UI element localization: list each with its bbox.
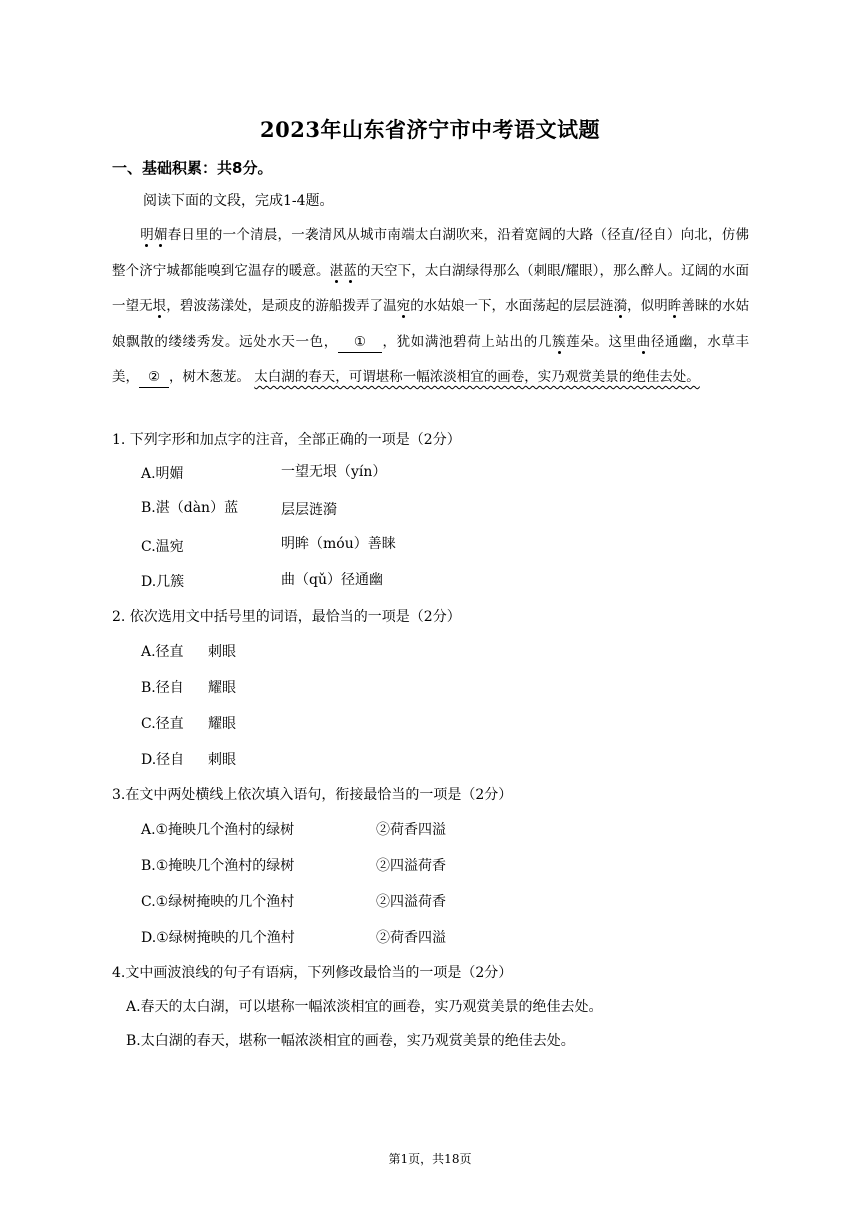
question-2-stem: 2. 依次选用文中括号里的词语，最恰当的一项是（2分） [112,609,461,625]
dotted-char: 明 [140,227,154,243]
q3-option-a: A.①掩映几个渔村的绿树 [141,822,295,838]
dotted-char: 湛 [329,262,344,279]
q3-option-b: B.①掩映几个渔村的绿树 [141,858,295,874]
dotted-char: 宛 [396,298,411,314]
blank-2: ② [139,367,169,388]
passage-text: ，似明 [627,298,668,314]
dotted-char: 垠 [152,298,167,314]
q1-option-c-detail: 明眸（móu）善睐 [281,536,396,552]
page-title: 2023年山东省济宁市中考语文试题 [260,117,600,142]
q1-option-c: C.温宛 [141,539,184,555]
section-heading: 一、基础积累：共8分。 [112,159,273,177]
instruction: 阅读下面的文段，完成1-4题。 [143,193,334,209]
q1-option-d: D.几簇 [141,574,185,590]
wavy-underlined-sentence: 太白湖的春天，可谓堪称一幅浓淡相宜的画卷，实乃观赏美景的绝佳去处。 [254,369,700,385]
blank-1: ① [338,332,382,353]
question-3-stem: 3.在文中两处横线上依次填入语句，衔接最恰当的一项是（2分） [112,787,513,803]
passage-text: 春日里的一个清晨，一袭清风从城市南端太白湖吹来，沿着宽阔的大路（径直/径自）向北，仿佛整个济宁城都能嗅到它温存的暖意。 [112,227,749,279]
passage-text: 的水姑娘一下，水面荡起的层层涟 [410,298,614,314]
q1-option-b: B.湛（dàn）蓝 [141,500,239,516]
q2-option-d-detail: 刺眼 [208,752,236,768]
q3-option-c: C.①绿树掩映的几个渔村 [141,894,295,910]
q3-option-c-detail: ②四溢荷香 [376,894,446,910]
q3-option-a-detail: ②荷香四溢 [376,822,446,838]
q3-option-b-detail: ②四溢荷香 [376,858,446,874]
dotted-char: 漪 [613,298,628,314]
passage-text: 径通幽，水草丰美， [112,333,750,385]
q3-option-d-detail: ②荷香四溢 [376,930,446,946]
q2-option-a-detail: 刺眼 [208,644,236,660]
passage-text: 的天空下，太白湖绿得那么（刺眼/耀眼），那么醉人。辽阔的水面一望无 [112,262,750,314]
q1-option-d-detail: 曲（qǔ）径通幽 [281,572,383,588]
q4-option-b: B.太白湖的春天，堪称一幅浓淡相宜的画卷，实乃观赏美景的绝佳去处。 [126,1033,575,1049]
q2-option-c: C.径直 [141,716,184,732]
q2-option-a: A.径直 [141,644,184,660]
dotted-char: 媚 [153,227,168,243]
q1-option-a: A.明媚 [141,466,184,482]
question-1-stem: 1. 下列字形和加点字的注音，全部正确的一项是（2分） [112,432,461,448]
dotted-char: 蓝 [343,262,357,279]
q2-option-b-detail: 耀眼 [208,680,236,696]
q2-option-c-detail: 耀眼 [208,716,236,732]
q1-option-b-detail: 层层涟漪 [281,502,337,518]
dotted-char: 曲 [636,333,651,350]
dotted-char: 眸 [667,298,682,314]
passage-text: 莲朵。这里 [566,333,637,350]
q2-option-b: B.径自 [141,680,184,696]
question-4-stem: 4.文中画波浪线的句子有语病，下列修改最恰当的一项是（2分） [112,965,513,981]
passage-text: ，犹如满池碧荷上站出的几 [381,333,552,350]
q2-option-d: D.径自 [141,752,185,768]
passage-text: ，树木葱茏。 [169,369,250,385]
page-number: 第1页，共18页 [388,1152,472,1166]
passage-text: ，碧波荡漾处，是顽皮的游船拨弄了温 [166,298,397,314]
q4-option-a: A.春天的太白湖，可以堪称一幅浓淡相宜的画卷，实乃观赏美景的绝佳去处。 [126,999,603,1015]
reading-passage [112,218,749,396]
q3-option-d: D.①绿树掩映的几个渔村 [141,930,295,946]
dotted-char: 簇 [551,333,567,350]
passage-text: 善睐的水姑娘飘散的缕缕秀发。远处水天一色， [112,298,750,350]
q1-option-a-detail: 一望无垠（yín） [281,464,387,480]
